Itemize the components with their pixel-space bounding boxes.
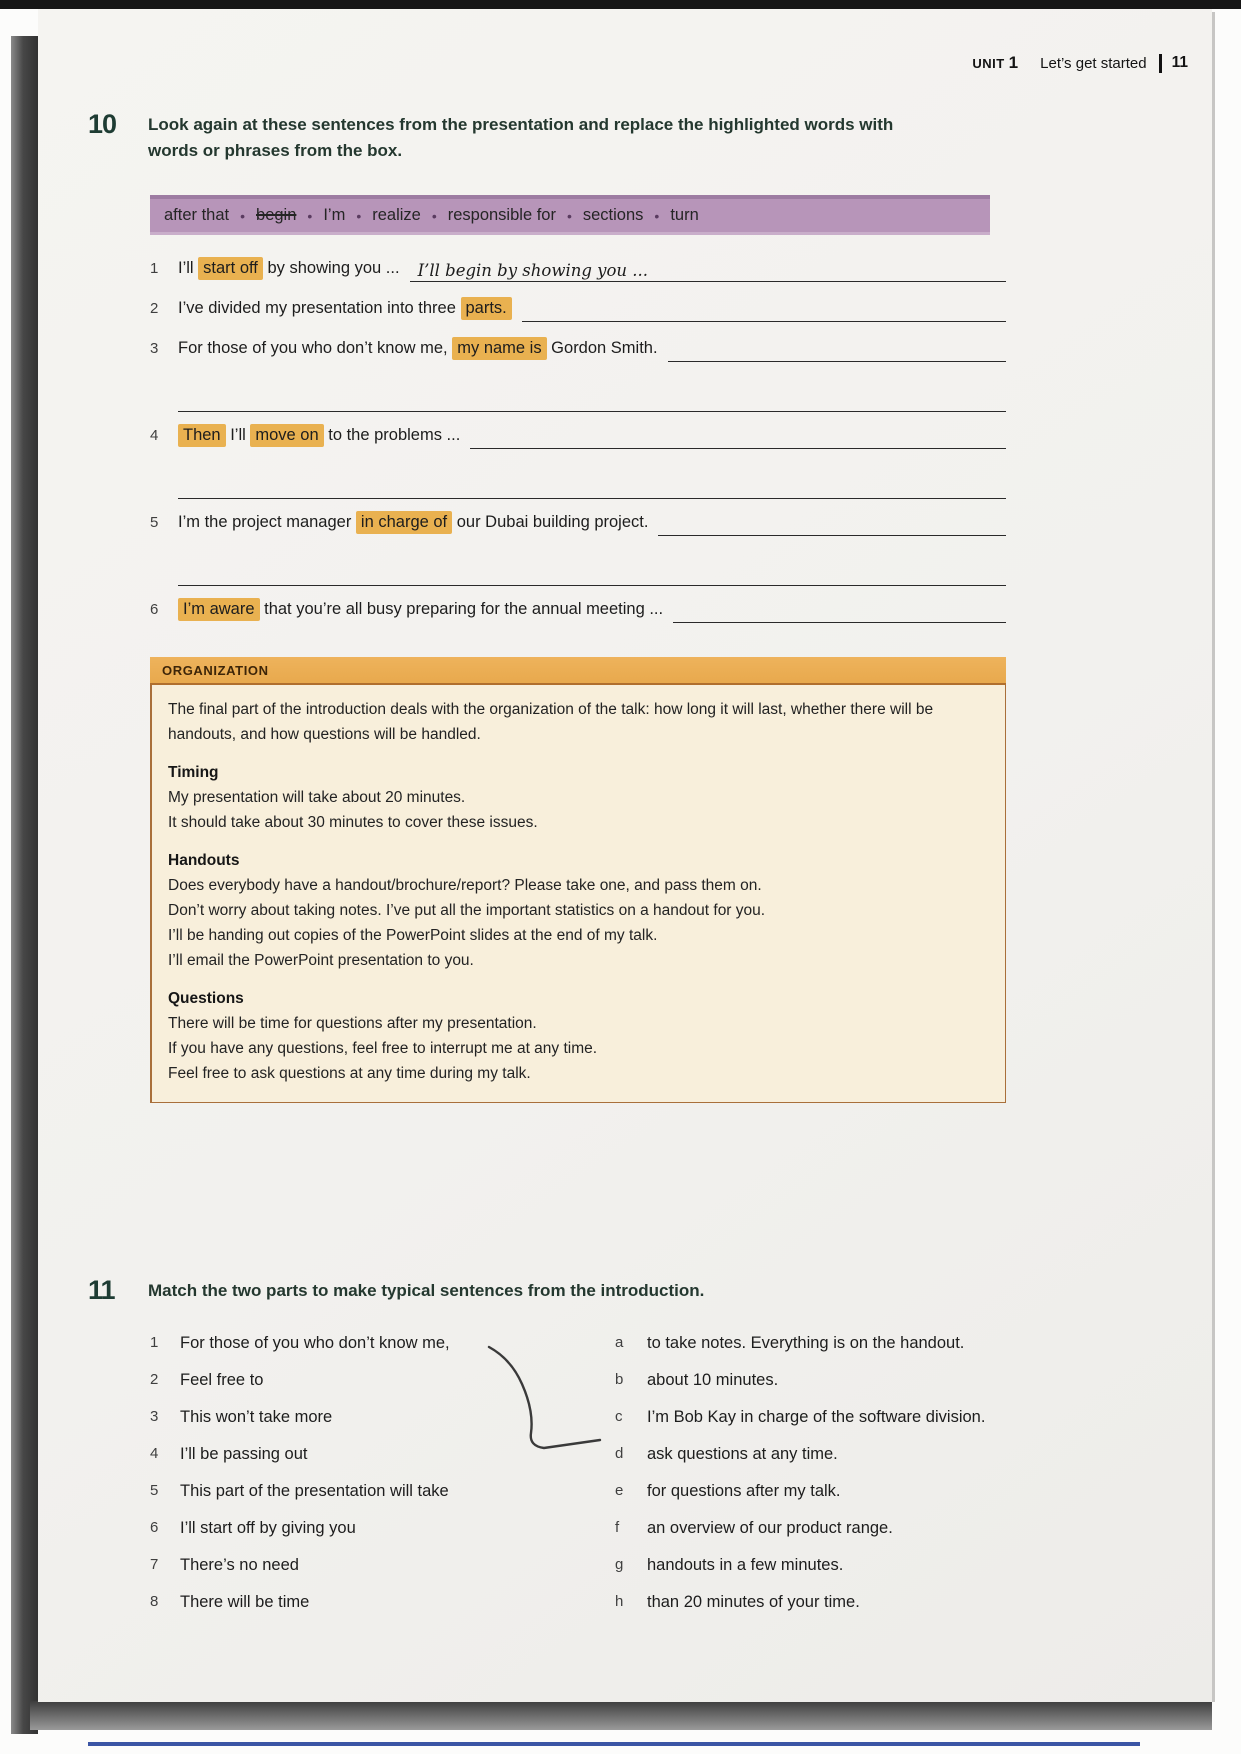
answer-line: [658, 512, 1006, 536]
answer-line: [470, 425, 1006, 449]
match-item-letter: h: [615, 1593, 624, 1610]
org-section-heading: Timing: [168, 764, 219, 781]
word-box-item: after that: [164, 206, 230, 224]
match-item-number: 6: [150, 1519, 159, 1536]
organization-box: [150, 657, 1006, 1103]
answer-line: [668, 338, 1006, 362]
sentence-text: Then I’ll move on to the problems ...: [178, 422, 460, 448]
match-item-number: 8: [150, 1593, 159, 1610]
exercise-11-instruction: Match the two parts to make typical sentences from the introduction.: [148, 1281, 705, 1300]
answer-line: [522, 298, 1006, 322]
org-section-line: My presentation will take about 20 minutes.: [168, 789, 466, 806]
word-box-item: turn: [670, 206, 699, 224]
answer-line: [673, 599, 1006, 623]
org-section-heading: Questions: [168, 990, 244, 1007]
match-item-text: Feel free to: [180, 1371, 264, 1389]
match-item-letter: b: [615, 1371, 624, 1388]
sentence-number: 3: [150, 340, 159, 357]
match-item-letter: g: [615, 1556, 624, 1573]
sentence-row: [150, 295, 1006, 322]
answer-line-continued: [178, 375, 1006, 412]
org-section-line: If you have any questions, feel free to interrupt me at any time.: [168, 1040, 598, 1057]
match-item-text: than 20 minutes of your time.: [647, 1593, 860, 1611]
match-left-item: [150, 1553, 590, 1577]
unit-title: Let’s get started: [1040, 54, 1147, 72]
highlighted-word: my name is: [452, 337, 546, 360]
match-right-item: [615, 1442, 1050, 1466]
match-item-text: an overview of our product range.: [647, 1519, 893, 1537]
instruction-line: Look again at these sentences from the presentation and replace the highlighted words with: [148, 115, 894, 134]
bullet-separator: •: [240, 207, 246, 224]
exercise-10-number: 10: [88, 109, 117, 139]
org-section-heading: Handouts: [168, 852, 240, 869]
exercise-10-header: [88, 109, 893, 164]
bullet-separator: •: [654, 207, 660, 224]
match-item-number: 7: [150, 1556, 159, 1573]
match-item-letter: d: [615, 1445, 624, 1462]
match-right-column: [615, 1331, 1050, 1627]
answer-line-continued: [178, 549, 1006, 586]
highlighted-word: start off: [198, 257, 263, 280]
unit-number: 1: [1008, 53, 1019, 72]
match-left-item: [150, 1516, 590, 1540]
match-left-item: [150, 1331, 590, 1355]
org-section-line: I’ll email the PowerPoint presentation to you.: [168, 952, 474, 969]
page-right-edge: [1212, 12, 1215, 1702]
match-left-column: [150, 1331, 590, 1627]
word-box-item: realize: [372, 206, 421, 224]
scan-artifact-line-bottom: [88, 1742, 1140, 1746]
sentence-row: [150, 596, 1006, 623]
book-page: [38, 9, 1212, 1702]
match-right-item: [615, 1479, 1050, 1503]
sentence-row: [150, 509, 1006, 536]
highlighted-word: I’m aware: [178, 598, 260, 621]
match-item-text: I’ll start off by giving you: [180, 1519, 356, 1537]
org-section-line: Does everybody have a handout/brochure/report? Please take one, and pass them on.: [168, 877, 762, 894]
org-section-line: Don’t worry about taking notes. I’ve put all the important statistics on a handout for you.: [168, 902, 766, 919]
match-item-text: for questions after my talk.: [647, 1482, 841, 1500]
sentence-number: 1: [150, 260, 159, 277]
sentence-text: I’m aware that you’re all busy preparing for the annual meeting ...: [178, 596, 663, 622]
match-item-number: 4: [150, 1445, 159, 1462]
match-item-letter: f: [615, 1519, 620, 1536]
header-divider: [1159, 54, 1162, 73]
match-right-item: [615, 1516, 1050, 1540]
exercise-10-instruction: [148, 109, 893, 164]
match-item-letter: a: [615, 1334, 624, 1351]
organization-box-body: [150, 685, 1006, 1103]
unit-label: UNIT: [972, 55, 1005, 71]
match-item-text: I’m Bob Kay in charge of the software division.: [647, 1408, 986, 1426]
org-section-line: Feel free to ask questions at any time during my talk.: [168, 1065, 531, 1082]
sentence-row: [150, 255, 1006, 282]
word-box-item: sections: [582, 206, 644, 224]
organization-intro: The final part of the introduction deals with the organization of the talk: how long it will last, whether there will be handouts, and how questions will be handled.: [168, 701, 934, 743]
match-item-number: 3: [150, 1408, 159, 1425]
exercise-11-header: [88, 1275, 704, 1306]
match-item-text: This part of the presentation will take: [180, 1482, 449, 1500]
scan-bottom-shadow: [30, 1701, 1212, 1730]
match-item-number: 1: [150, 1334, 159, 1351]
page-number: 11: [1171, 54, 1188, 71]
sentence-number: 5: [150, 514, 159, 531]
word-box: [150, 195, 990, 235]
sentence-text: I’ll start off by showing you ...: [178, 255, 400, 281]
highlighted-word: Then: [178, 424, 226, 447]
answer-line-continued: [178, 462, 1006, 499]
instruction-line: words or phrases from the box.: [148, 141, 403, 160]
bullet-separator: •: [356, 207, 362, 224]
match-item-text: This won’t take more: [180, 1408, 333, 1426]
bullet-separator: •: [566, 207, 572, 224]
sentence-text: I’ve divided my presentation into three parts.: [178, 295, 512, 321]
answer-line: [410, 258, 1006, 282]
match-right-item: [615, 1331, 1050, 1355]
match-item-number: 5: [150, 1482, 159, 1499]
match-item-letter: e: [615, 1482, 624, 1499]
sentence-number: 6: [150, 601, 159, 618]
highlighted-word: move on: [250, 424, 323, 447]
scan-left-shadow: [11, 36, 38, 1734]
highlighted-word: in charge of: [356, 511, 452, 534]
match-item-text: to take notes. Everything is on the handout.: [647, 1334, 965, 1352]
sentence-number: 4: [150, 427, 159, 444]
sentence-text: I’m the project manager in charge of our Dubai building project.: [178, 509, 648, 535]
org-section-line: There will be time for questions after my presentation.: [168, 1015, 537, 1032]
sentence-text: For those of you who don’t know me, my name is Gordon Smith.: [178, 335, 658, 361]
match-left-item: [150, 1368, 590, 1392]
scan-top-edge: [0, 0, 1241, 9]
match-item-text: handouts in a few minutes.: [647, 1556, 844, 1574]
match-item-letter: c: [615, 1408, 623, 1425]
match-left-item: [150, 1590, 590, 1614]
match-left-item: [150, 1442, 590, 1466]
sentence-row: [150, 335, 1006, 362]
match-item-text: There will be time: [180, 1593, 310, 1611]
match-right-item: [615, 1553, 1050, 1577]
sentence-list: [150, 255, 1006, 683]
exercise-11-number: 11: [88, 1275, 115, 1305]
highlighted-word: parts.: [461, 297, 512, 320]
match-right-item: [615, 1590, 1050, 1614]
organization-sections: [168, 760, 989, 1086]
match-left-item: [150, 1479, 590, 1503]
bullet-separator: •: [307, 207, 313, 224]
org-section-line: I’ll be handing out copies of the PowerPoint slides at the end of my talk.: [168, 927, 658, 944]
match-item-text: I’ll be passing out: [180, 1445, 308, 1463]
sentence-number: 2: [150, 300, 159, 317]
match-item-text: about 10 minutes.: [647, 1371, 779, 1389]
org-section-line: It should take about 30 minutes to cover these issues.: [168, 814, 538, 831]
match-item-text: For those of you who don’t know me,: [180, 1334, 450, 1352]
handwritten-answer: I’ll begin by showing you ...: [417, 261, 649, 280]
word-box-item: begin: [256, 206, 297, 224]
match-item-text: There’s no need: [180, 1556, 299, 1574]
word-box-item: I’m: [323, 206, 346, 224]
organization-box-title: ORGANIZATION: [150, 657, 1006, 685]
word-box-item: responsible for: [447, 206, 556, 224]
match-right-item: [615, 1405, 1050, 1429]
match-item-text: ask questions at any time.: [647, 1445, 838, 1463]
match-left-item: [150, 1405, 590, 1429]
bullet-separator: •: [431, 207, 437, 224]
page-header: [972, 53, 1188, 73]
sentence-row: [150, 422, 1006, 449]
match-right-item: [615, 1368, 1050, 1392]
match-item-number: 2: [150, 1371, 159, 1388]
